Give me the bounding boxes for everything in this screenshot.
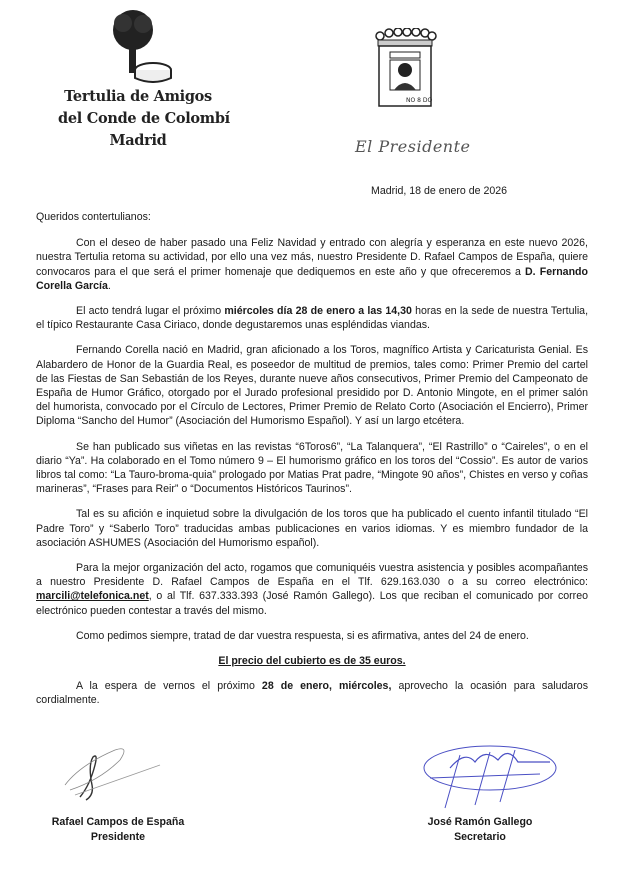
paragraph-closing: [36, 679, 588, 707]
tertulia-logo: [58, 8, 230, 158]
president-signature-icon: [60, 745, 170, 805]
madrid-crest-icon: [370, 28, 440, 108]
paragraph-intro: [36, 236, 588, 293]
event-datetime: miércoles día 28 de enero a las 14,30: [224, 305, 412, 318]
text: , o al Tlf. 637.333.393 (José Ramón Gallego). Los que reciban el comunicado por correo electrónico pueden contestar a través del mismo.: [36, 590, 588, 617]
signer-president: [38, 815, 198, 845]
closing-date: 28 de enero, miércoles,: [261, 680, 392, 693]
signer-name: Rafael Campos de España: [51, 816, 185, 828]
letter-date: Madrid, 18 de enero de 2026: [371, 185, 508, 197]
honoree-name: D. Fernando Corella García: [36, 265, 588, 292]
email-link[interactable]: marcili@telefonica.net: [36, 590, 149, 603]
paragraph-event: [36, 304, 588, 332]
text: aprovecho la ocasión para saludaros cordialmente.: [36, 680, 588, 707]
text: A la espera de vernos el próximo: [76, 680, 262, 693]
paragraph-books: Tal es su afición e inquietud sobre la divulgación de los toros que ha publicado el cuento infantil titulado “El Padre Toro” y “Saberlo Toro” traducidas ambas publicaciones en varios idiomas. Y es miembro fundador de la asociación ASHUMES (Asociación del Humorismo español).: [36, 508, 588, 549]
paragraph-deadline: Como pedimos siempre, tratad de dar vuestra respuesta, si es afirmativa, antes del 24 de enero.: [76, 629, 529, 642]
signer-secretary: [410, 815, 550, 845]
president-title: El Presidente: [355, 137, 471, 156]
salutation: Queridos contertulianos:: [36, 211, 151, 223]
signer-role: Secretario: [454, 831, 506, 843]
paragraph-bio: Fernando Corella nació en Madrid, gran aficionado a los Toros, magnífico Artista y Caricaturista Genial. Es Alabardero de Honor de la Guardia Real, es poseedor de multitud de premios, tales como: Primer Premio del cartel de las Fiestas de San Sebastián de los Reyes, durante nueve años consecutivos, Primer Premio del Campeonato de España de Humor Gráfico, otorgado por el Jurado profesional presidido por D. Antonio Mingote, en el primer salón del humorista, convocado por el Círculo de Lectores, Primer Premio de Relato Corto (Asociación el Encierro), Primer Diploma “Sancho del Humor” (Asociación del Humorismo Español). Y así un largo etcétera.: [36, 344, 588, 428]
tree-bullring-icon: [103, 8, 173, 83]
secretary-signature-icon: [420, 740, 560, 810]
text: El acto tendrá lugar el próximo: [76, 305, 225, 318]
signer-name: José Ramón Gallego: [427, 816, 533, 828]
letter-body: [36, 210, 588, 719]
org-line-1: Tertulia de Amigos: [64, 88, 212, 105]
text: Con el deseo de haber pasado una Feliz Navidad y entrado con alegría y esperanza en este nuevo 2026, nuestra Tertulia retoma su actividad, por ello una vez más, nuestro Presidente D. Rafael Campos de España, quiere convocaros para el que será el primer homenaje que dediquemos en este año y que ofreceremos a: [36, 237, 588, 278]
text: Para la mejor organización del acto, rogamos que comuniquéis vuestra asistencia y posibles acompañantes a nuestro Presidente D. Rafael Campos de España en el Tlf. 629.163.030 o a su correo electrónico:: [36, 562, 588, 589]
price-notice: El precio del cubierto es de 35 euros.: [218, 655, 406, 668]
text: horas en la sede de nuestra Tertulia, el típico Restaurante Casa Ciriaco, donde degustaremos unas espléndidas viandas.: [36, 305, 589, 332]
paragraph-rsvp: [36, 561, 588, 618]
org-line-2: del Conde de Colombí: [58, 110, 230, 127]
text: .: [107, 279, 111, 292]
svg-text:NO 8 DO: NO 8 DO: [406, 97, 433, 104]
signer-role: Presidente: [90, 831, 146, 843]
paragraph-publications: Se han publicado sus viñetas en las revistas “6Toros6”, “La Talanquera”, “El Rastrillo” o “Caireles”, o en el diario “Ya”. Ha colaborado en el Tomo número 9 – El humorismo gráfico en los toros del “Cossio”. Es autor de varios libros tal como: “La Tauro-broma-quia” prologado por Matias Prat padre, “Mingote 90 años”, Chistes en verso y coñas marineras”, “Frases para Reir” o “Documentos Históricos Taurinos”.: [36, 440, 588, 496]
org-line-3: Madrid: [109, 132, 167, 149]
